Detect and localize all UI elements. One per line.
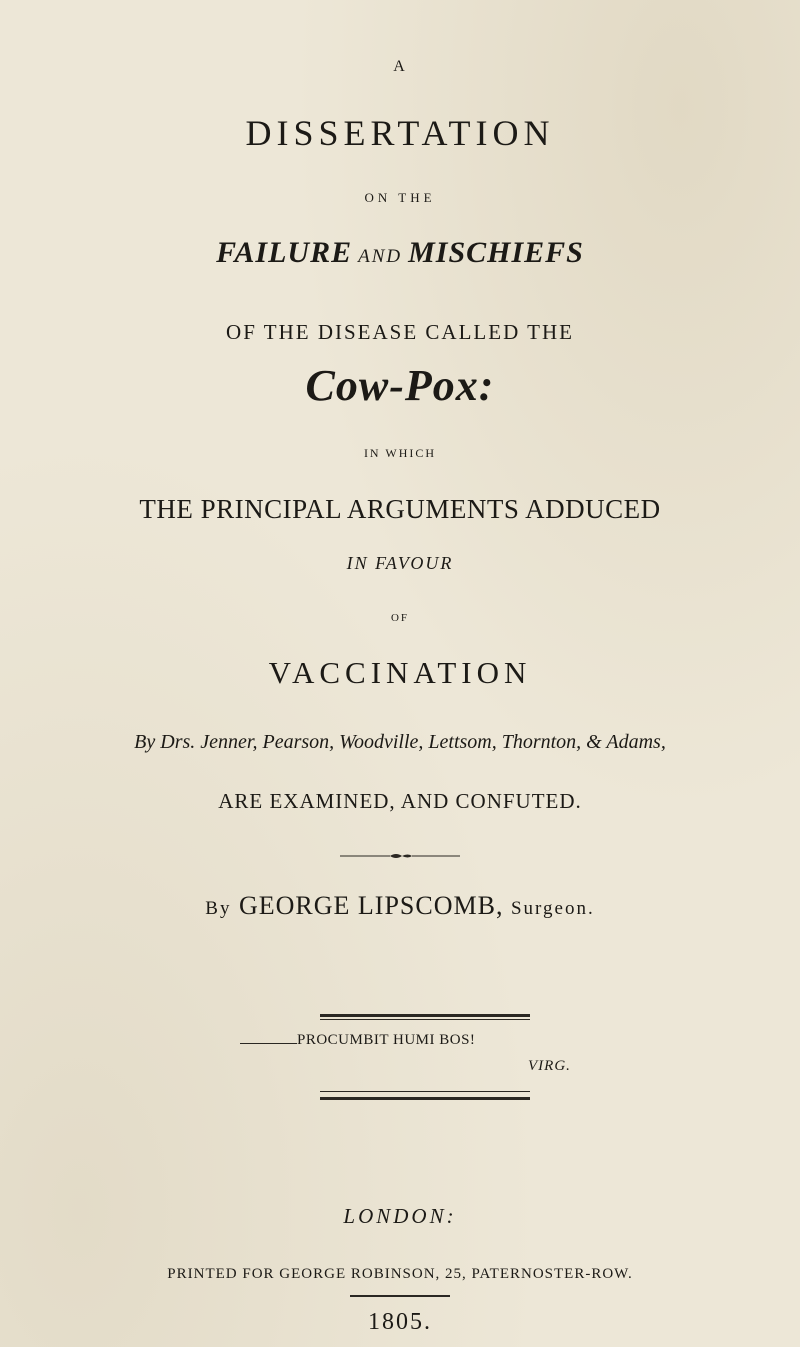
double-rule-top bbox=[320, 1014, 530, 1017]
authors-line: By Drs. Jenner, Pearson, Woodville, Lettsom, Thornton, & Adams, bbox=[134, 731, 666, 753]
mischiefs-word: MISCHIEFS bbox=[408, 236, 584, 269]
double-rule-top-thin bbox=[320, 1019, 530, 1020]
by-word: By bbox=[205, 898, 232, 919]
in-favour-line: IN FAVOUR bbox=[346, 553, 454, 573]
main-title: DISSERTATION bbox=[245, 113, 555, 153]
imprint-rule bbox=[350, 1295, 450, 1297]
author-byline bbox=[0, 891, 800, 921]
principal-arguments-line: THE PRINCIPAL ARGUMENTS ADDUCED bbox=[139, 494, 661, 524]
disease-line: OF THE DISEASE CALLED THE bbox=[226, 320, 574, 344]
author-role: Surgeon. bbox=[510, 898, 595, 919]
ornament-rule bbox=[340, 852, 460, 860]
of-line: OF bbox=[390, 612, 410, 624]
double-rule-bottom-thin bbox=[320, 1091, 530, 1092]
author-name: GEORGE LIPSCOMB, bbox=[238, 891, 504, 920]
motto-source: VIRG. bbox=[528, 1058, 571, 1074]
vaccination-heading: VACCINATION bbox=[268, 655, 532, 690]
imprint-year: 1805. bbox=[368, 1309, 432, 1335]
failure-and-mischiefs bbox=[0, 236, 800, 270]
on-the-line: ON THE bbox=[364, 190, 436, 205]
imprint-city: LONDON: bbox=[343, 1204, 457, 1228]
failure-word: FAILURE bbox=[216, 236, 353, 269]
motto-dash bbox=[240, 1043, 297, 1044]
motto-text: PROCUMBIT HUMI BOS! bbox=[297, 1032, 476, 1048]
title-article: A bbox=[393, 58, 407, 75]
in-which-line: IN WHICH bbox=[363, 446, 437, 460]
double-rule-bottom bbox=[320, 1097, 530, 1100]
examined-line: ARE EXAMINED, AND CONFUTED. bbox=[218, 789, 582, 813]
cowpox-heading: Cow-Pox: bbox=[305, 361, 495, 410]
and-word: AND bbox=[358, 246, 403, 267]
imprint-printer: PRINTED FOR GEORGE ROBINSON, 25, PATERNOSTER-ROW. bbox=[167, 1266, 633, 1282]
